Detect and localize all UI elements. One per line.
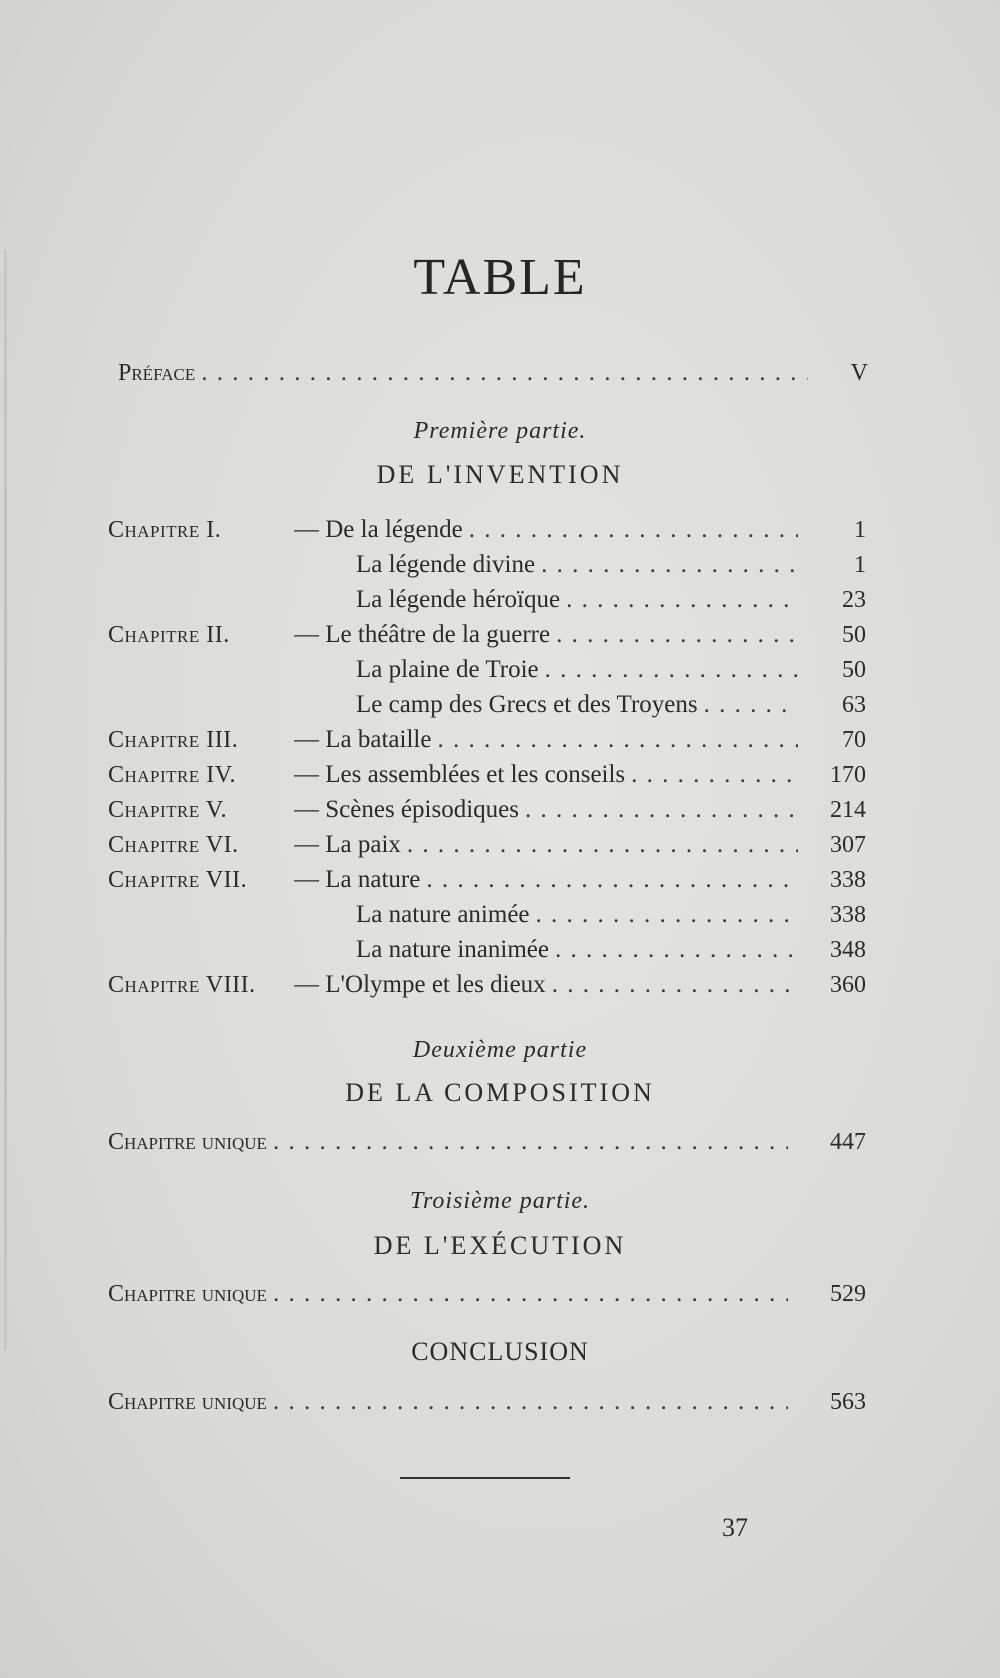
toc-entry — [108, 1276, 866, 1312]
entry-page: 214 — [830, 797, 866, 823]
entry-title-leader — [356, 547, 798, 583]
entry-page: 50 — [842, 622, 866, 648]
toc-entry — [108, 792, 866, 828]
chapter-label: Chapitre VII. — [108, 867, 248, 893]
page-edge-shadow — [4, 250, 7, 1350]
entry-page: 50 — [842, 657, 866, 683]
entry-title-leader — [356, 687, 798, 723]
entry-page: 563 — [830, 1389, 866, 1415]
entry-title: — La paix — [294, 831, 401, 858]
entry-title: La nature inanimée — [356, 936, 549, 963]
toc-entry — [108, 897, 866, 933]
dot-leader — [519, 792, 798, 828]
entry-page: 348 — [830, 937, 866, 963]
dot-leader — [539, 652, 798, 688]
dot-leader — [195, 355, 808, 391]
dot-leader — [463, 512, 798, 548]
entry-page: 307 — [830, 832, 866, 858]
entry-title-leader — [294, 757, 798, 793]
entry-page: 338 — [830, 867, 866, 893]
toc-entry — [108, 757, 866, 793]
entry-title-leader — [294, 827, 798, 863]
entry-page: 360 — [830, 972, 866, 998]
entry-title-leader — [294, 722, 798, 758]
toc-entry — [108, 582, 866, 618]
part-heading: DE L'INVENTION — [376, 460, 624, 489]
entry-title: — L'Olympe et les dieux — [294, 971, 546, 998]
toc-entry — [108, 967, 866, 1003]
dot-leader — [267, 1124, 788, 1160]
entry-label: Chapitre unique — [108, 1129, 267, 1155]
entry-page: 338 — [830, 902, 866, 928]
part-subtitle: Troisième partie. — [409, 1188, 591, 1214]
dot-leader — [267, 1384, 788, 1420]
horizontal-rule — [400, 1477, 570, 1479]
chapter-label: Chapitre I. — [108, 517, 222, 543]
entry-title: — Le théâtre de la guerre — [294, 621, 551, 648]
part-heading: DE LA COMPOSITION — [345, 1078, 655, 1107]
entry-title-leader — [356, 932, 798, 968]
toc-entry-preface — [118, 355, 868, 391]
chapter-label: Chapitre IV. — [108, 762, 237, 788]
part-subtitle: Deuxième partie — [412, 1037, 588, 1063]
dot-leader — [698, 687, 798, 723]
toc-entry — [108, 512, 866, 548]
entry-title: Le camp des Grecs et des Troyens — [356, 691, 698, 718]
toc-entry — [108, 932, 866, 968]
entry-title: — Scènes épisodiques — [294, 796, 519, 823]
dot-leader — [420, 862, 798, 898]
toc-entry — [108, 687, 866, 723]
entry-page: 63 — [842, 692, 866, 718]
entry-page: V — [850, 360, 868, 386]
entry-title-leader — [294, 862, 798, 898]
part-heading: DE L'EXÉCUTION — [373, 1231, 627, 1260]
dot-leader — [401, 827, 798, 863]
part-subtitle: Première partie. — [413, 418, 587, 444]
entry-label: Chapitre unique — [108, 1281, 267, 1307]
entry-page: 70 — [842, 727, 866, 753]
dot-leader — [549, 932, 798, 968]
entry-title-leader — [294, 967, 798, 1003]
toc-entry — [108, 827, 866, 863]
entry-title: — La bataille — [294, 726, 432, 753]
entry-title-leader — [356, 582, 798, 618]
chapter-label: Chapitre II. — [108, 622, 230, 648]
dot-leader — [530, 897, 798, 933]
entry-page: 447 — [830, 1129, 866, 1155]
entry-page: 23 — [842, 587, 866, 613]
chapter-label: Chapitre III. — [108, 727, 239, 753]
entry-title-leader — [356, 897, 798, 933]
entry-label: Préface — [118, 360, 196, 386]
toc-entry — [108, 862, 866, 898]
signature-number: 37 — [722, 1513, 748, 1542]
toc-entry — [108, 722, 866, 758]
dot-leader — [560, 582, 798, 618]
entry-title: La plaine de Troie — [356, 656, 539, 683]
chapter-label: Chapitre V. — [108, 797, 228, 823]
entry-title: — Les assemblées et les conseils — [294, 761, 626, 788]
entry-page: 529 — [830, 1281, 866, 1307]
dot-leader — [267, 1276, 788, 1312]
entry-page: 1 — [854, 517, 866, 543]
dot-leader — [535, 547, 798, 583]
chapter-label: Chapitre VIII. — [108, 972, 256, 998]
entry-title-leader — [294, 617, 798, 653]
entry-title: — La nature — [294, 866, 421, 893]
toc-entry — [108, 1384, 866, 1420]
dot-leader — [546, 967, 798, 1003]
chapter-label: Chapitre VI. — [108, 832, 239, 858]
toc-entry — [108, 617, 866, 653]
toc-entry — [108, 652, 866, 688]
entry-title-leader — [294, 792, 798, 828]
toc-entry — [108, 1124, 866, 1160]
entry-title-leader — [294, 512, 798, 548]
entry-page: 170 — [830, 762, 866, 788]
entry-title: La légende héroïque — [356, 586, 561, 613]
entry-title: La légende divine — [356, 551, 536, 578]
entry-title: La nature animée — [356, 901, 530, 928]
toc-entry — [108, 547, 866, 583]
entry-page: 1 — [854, 552, 866, 578]
conclusion-heading: CONCLUSION — [411, 1337, 589, 1366]
dot-leader — [550, 617, 798, 653]
entry-label: Chapitre unique — [108, 1389, 267, 1415]
entry-title-leader — [356, 652, 798, 688]
page-title: TABLE — [413, 249, 587, 306]
entry-title: — De la légende — [294, 516, 463, 543]
dot-leader — [431, 722, 798, 758]
dot-leader — [625, 757, 798, 793]
